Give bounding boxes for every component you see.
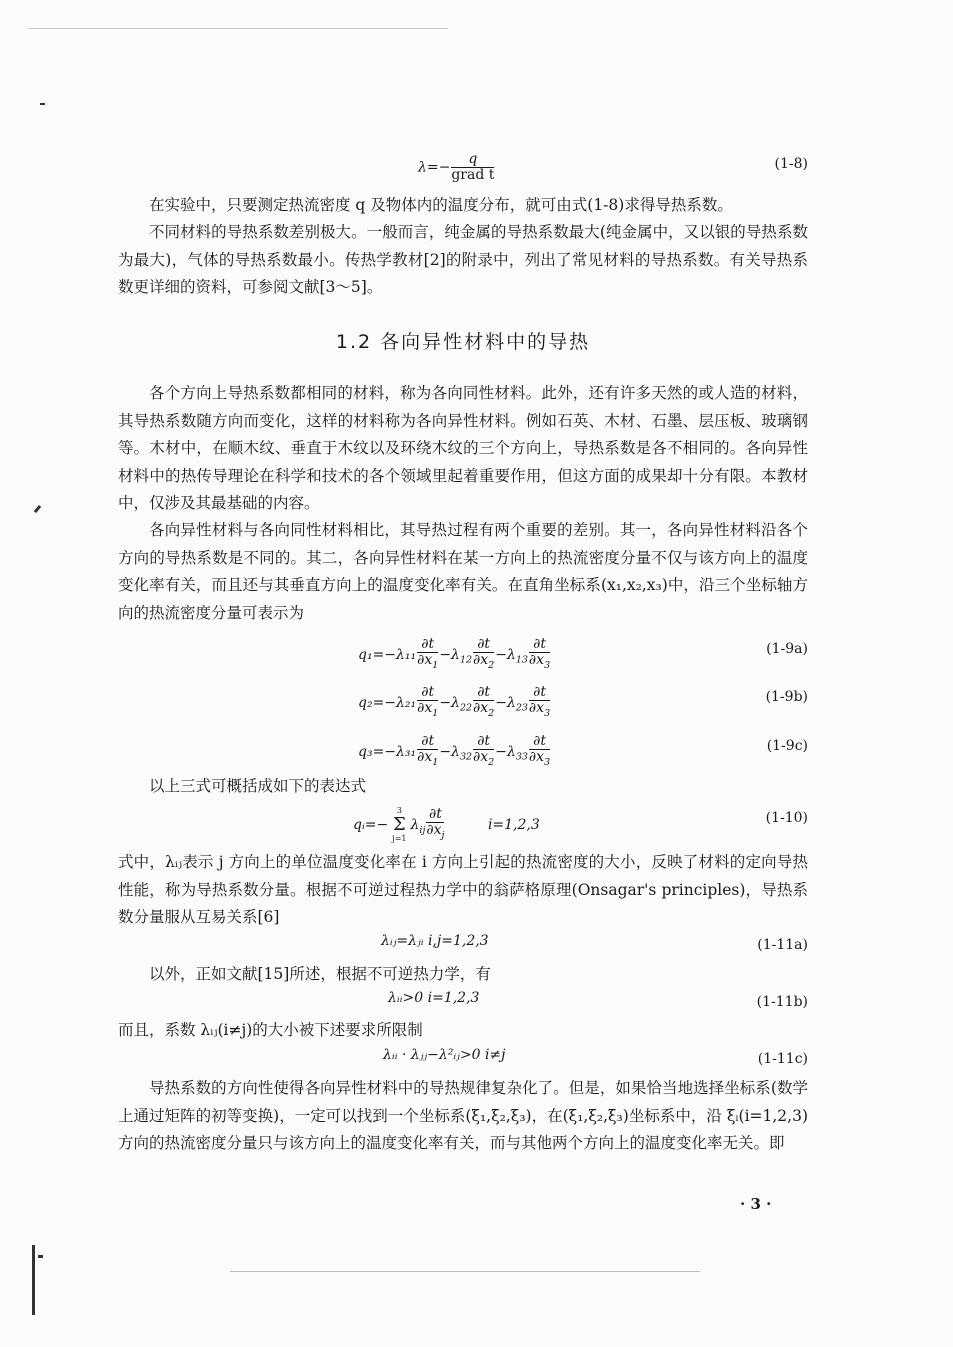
top-rule [28,28,448,29]
equation-1-10: qᵢ=− 3 Σ j=1 $\lambda_{ij}$ $\frac{\partial t}{\partial x_j}$ i=1,2,3 (1-10) [353,806,808,843]
equation-number: (1-11a) [757,937,808,953]
fraction: $\frac{\partial t}{\partial x_3}$ [528,636,551,671]
paragraph: 而且，系数 λᵢⱼ(i≠j)的大小被下述要求所限制 [118,1021,423,1039]
paragraph: 以外，正如文献[15]所述，根据不可逆热力学，有 [149,965,491,983]
bottom-rule [230,1271,700,1272]
fraction: $\frac{\partial t}{\partial x_3}$ [528,684,551,719]
scan-mark [34,505,41,513]
equation-lhs: q₂=−λ₂₁ [358,694,417,711]
fraction [451,152,494,183]
fraction: $\frac{\partial t}{\partial x_1}$ [417,636,439,671]
equation-number: (1-8) [774,156,808,172]
equation-1-11a [118,933,808,963]
paragraph: 各个方向上导热系数都相同的材料，称为各向同性材料。此外，还有许多天然的或人造的材料，其导热系数随方向而变化，这样的材料称为各向异性材料。例如石英、木材、石墨、层压板、玻璃钢等。木材中，在顺木纹、垂直于木纹以及环绕木纹的三个方向上，导热系数是各不相同的。各向异性材料中的热传导理论在科学和技术的各个领域里起着重要作用，但这方面的成果却十分有限。本教材中，仅涉及其最基础的内容。 [118,384,808,512]
fraction: $\frac{\partial t}{\partial x_1}$ [417,733,439,768]
equation-number: (1-9b) [765,689,808,705]
paragraph: 式中，λᵢⱼ表示 j 方向上的单位温度变化率在 i 方向上引起的热流密度的大小，反映了材料的定向导热性能，称为导热系数分量。根据不可逆过程热力学中的翁萨格原理(Onsagar's principles)，导热系数分量服从互易关系[6] [118,853,808,926]
paragraph: 导热系数的方向性使得各向异性材料中的导热规律复杂化了。但是，如果恰当地选择坐标系(数学上通过矩阵的初等变换)，一定可以找到一个坐标系(ξ₁,ξ₂,ξ₃)，在(ξ₁,ξ₂,ξ₃)坐标系中，沿 ξᵢ(i=1,2,3)方向的热流密度分量只与该方向上的温度变化率有关，而与其他两个方向上的温度变化率无关。即 [118,1079,808,1152]
equation-1-11c [118,1047,808,1077]
scan-mark [38,1255,43,1258]
equation-1-8 [118,152,808,182]
equation-number: (1-11b) [756,994,808,1010]
page-number: · 3 · [740,1195,772,1213]
equation-body: λᵢⱼ=λⱼᵢ i,j=1,2,3 [381,933,489,949]
equation-number: (1-9a) [766,641,808,657]
summation: 3 Σ j=1 [392,806,407,843]
fraction-denominator: grad t [451,167,495,183]
fraction: $\frac{\partial t}{\partial x_j}$ [426,806,445,841]
paragraph: 在实验中，只要测定热流密度 q 及物体内的温度分布，就可由式(1-8)求得导热系数。 [149,196,733,214]
fraction: $\frac{\partial t}{\partial x_2}$ [473,684,495,719]
fraction: $\frac{\partial t}{\partial x_1}$ [417,684,439,719]
section-heading: 1.2 各向异性材料中的导热 [335,331,591,353]
equation-range: i=1,2,3 [487,817,540,833]
paragraph: 以上三式可概括成如下的表达式 [149,777,367,795]
equation-1-9c: q₃=−λ₃₁ $\frac{\partial t}{\partial x_1}$ $-\lambda_{32}$ $\frac{\partial t}{\partial x_2}$ $-\lambda_{33}$ $\frac{\partial t}{\partial x_3}$ (1-9c) [358,733,808,768]
paragraph: 不同材料的导热系数差别极大。一般而言，纯金属的导热系数最大(纯金属中，又以银的导热系数为最大)，气体的导热系数最小。传热学教材[2]的附录中，列出了常见材料的导热系数。有关导热系数更详细的资料，可参阅文献[3～5]。 [118,223,808,296]
fraction: $\frac{\partial t}{\partial x_2}$ [473,733,495,768]
equation-1-9b: q₂=−λ₂₁ $\frac{\partial t}{\partial x_1}$ $-\lambda_{22}$ $\frac{\partial t}{\partial x_2}$ $-\lambda_{23}$ $\frac{\partial t}{\partial x_3}$ (1-9b) [358,684,808,719]
fraction-numerator: q [451,152,494,168]
equation-lhs: λ=− [418,159,451,176]
equation-lhs: q₃=−λ₃₁ [358,743,417,760]
equation-1-11b [118,990,808,1020]
scan-mark [32,1245,35,1315]
equation-number: (1-11c) [757,1051,808,1067]
equation-1-9a: q₁=−λ₁₁ $\frac{\partial t}{\partial x_1}$ $-\lambda_{12}$ $\frac{\partial t}{\partial x_2}$ $-\lambda_{13}$ $\frac{\partial t}{\partial x_3}$ (1-9a) [358,636,808,671]
equation-lhs: q₁=−λ₁₁ [358,646,417,663]
fraction: $\frac{\partial t}{\partial x_3}$ [528,733,551,768]
equation-number: (1-10) [765,810,808,826]
scan-mark [40,103,45,105]
equation-body: λᵢᵢ>0 i=1,2,3 [388,990,480,1006]
equation-lhs: qᵢ=− [353,817,389,833]
equation-body: λᵢᵢ · λⱼⱼ−λ²ᵢⱼ>0 i≠j [383,1047,506,1063]
paragraph: 各向异性材料与各向同性材料相比，其导热过程有两个重要的差别。其一，各向异性材料沿各个方向的导热系数是不同的。其二，各向异性材料在某一方向上的热流密度分量不仅与该方向上的温度变化率有关，而且还与其垂直方向上的温度变化率有关。在直角坐标系(x₁,x₂,x₃)中，沿三个坐标轴方向的热流密度分量可表示为 [118,521,808,622]
equation-number: (1-9c) [766,738,808,754]
fraction: $\frac{\partial t}{\partial x_2}$ [473,636,495,671]
